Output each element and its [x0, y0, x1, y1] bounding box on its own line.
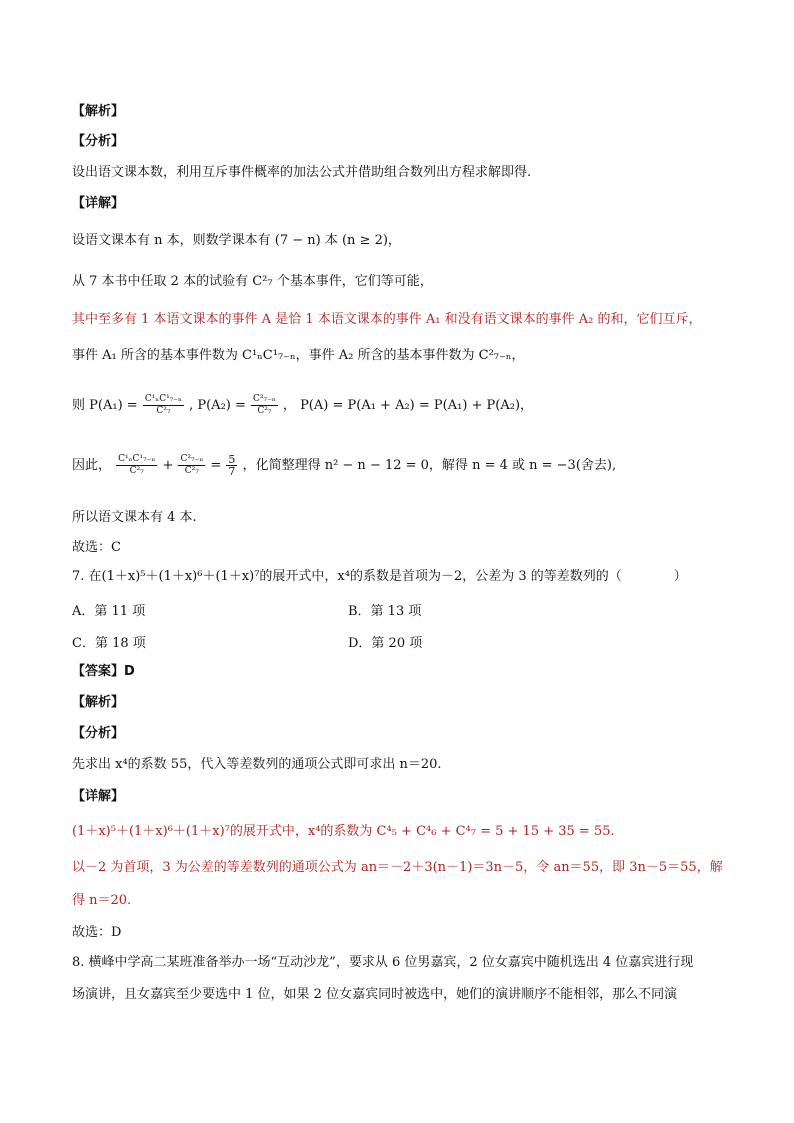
q7-detail-2: 以－2 为首项，3 为公差的等差数列的通项公式为 an＝－2＋3(n－1)＝3n－5，令 an＝55，即 3n－5＝55，解	[72, 860, 723, 875]
detail-header: 【详解】	[72, 196, 125, 211]
fraction-pa2: $\frac{\text{C²₇₋ₙ}}{\text{C²₇}}$	[253, 394, 276, 416]
q7-option-b[interactable]: B．第 13 项	[348, 604, 422, 619]
q7-detail-1: (1＋x)⁵＋(1＋x)⁶＋(1＋x)⁷的展开式中，x⁴的系数为 C⁴₅ + C⁴₆ + C⁴₇ = 5 + 15 + 35 = 55.	[72, 824, 615, 839]
fraction-pa1: $\frac{\text{C¹ₙC¹₇₋ₙ}}{\text{C²₇}}$	[144, 394, 182, 416]
analysis-header: 【解析】	[72, 104, 125, 119]
fraction-eq-result: $\frac{5}{7}$	[228, 453, 236, 478]
fraction-eq-term2: $\frac{\text{C²₇₋ₙ}}{\text{C²₇}}$	[180, 454, 204, 476]
q7-detail-header: 【详解】	[72, 789, 125, 804]
q7-option-a[interactable]: A．第 11 项	[72, 604, 146, 619]
fenxi-header: 【分析】	[72, 134, 125, 149]
detail-line-7: 所以语文课本有 4 本.	[72, 510, 197, 525]
detail-line-2: 从 7 本书中任取 2 本的试验有 C²₇ 个基本事件，它们等可能，	[72, 274, 433, 289]
q7-option-d[interactable]: D．第 20 项	[348, 636, 423, 651]
detail-line-3: 其中至多有 1 本语文课本的事件 A 是恰 1 本语文课本的事件 A₁ 和没有语文课本的事件 A₂ 的和，它们互斥，	[72, 312, 702, 327]
q7-jiexi-header: 【解析】	[72, 695, 125, 710]
detail-line-6: 因此， $\frac{\text{C¹ₙC¹₇₋ₙ}}{\text{C²₇}}$ + $\frac{\text{C²₇₋ₙ}}{\text{C²₇}}$ = $\frac{5}{7}$ ，化简整理得 n² − n − 12 = 0，解得 n = 4 或 n = −3(舍去),	[72, 453, 617, 478]
detail-line-4: 事件 A₁ 所含的基本事件数为 C¹ₙC¹₇₋ₙ，事件 A₂ 所含的基本事件数为 C²₇₋ₙ，	[72, 348, 525, 363]
detail-line-5: 则 P(A₁) = $\frac{\text{C¹ₙC¹₇₋ₙ}}{\text{C²₇}}$ , P(A₂) = $\frac{\text{C²₇₋ₙ}}{\text{C²₇}}$ ， P(A) = P(A₁ + A₂) = P(A₁) + P(A₂)，	[72, 394, 534, 416]
q7-answer: 【答案】D	[72, 664, 135, 679]
fraction-eq-term1: $\frac{\text{C¹ₙC¹₇₋ₙ}}{\text{C²₇}}$	[118, 454, 156, 476]
q7-fenxi-text: 先求出 x⁴的系数 55，代入等差数列的通项公式即可求出 n＝20.	[72, 757, 442, 772]
q7-guxuan: 故选：D	[72, 925, 122, 940]
q8-line-1: 8. 横峰中学高二某班准备举办一场“互动沙龙”，要求从 6 位男嘉宾，2 位女嘉宾中随机选出 4 位嘉宾进行现	[72, 955, 694, 970]
detail-line-1: 设语文课本有 n 本，则数学课本有 (7 − n) 本 (n ≥ 2)，	[72, 233, 401, 248]
q7-fenxi-header: 【分析】	[72, 726, 125, 741]
q7-option-c[interactable]: C．第 18 项	[72, 636, 146, 651]
q7-stem: 7. 在(1＋x)⁵＋(1＋x)⁶＋(1＋x)⁷的展开式中，x⁴的系数是首项为－2，公差为 3 的等差数列的（ ）	[72, 569, 687, 584]
q8-line-2: 场演讲，且女嘉宾至少要选中 1 位，如果 2 位女嘉宾同时被选中，她们的演讲顺序不能相邻，那么不同演	[72, 987, 678, 1002]
fenxi-text: 设出语文课本数，利用互斥事件概率的加法公式并借助组合数列出方程求解即得.	[72, 165, 532, 180]
q7-detail-3: 得 n＝20.	[72, 893, 132, 908]
guxuan-1: 故选：C	[72, 540, 121, 555]
